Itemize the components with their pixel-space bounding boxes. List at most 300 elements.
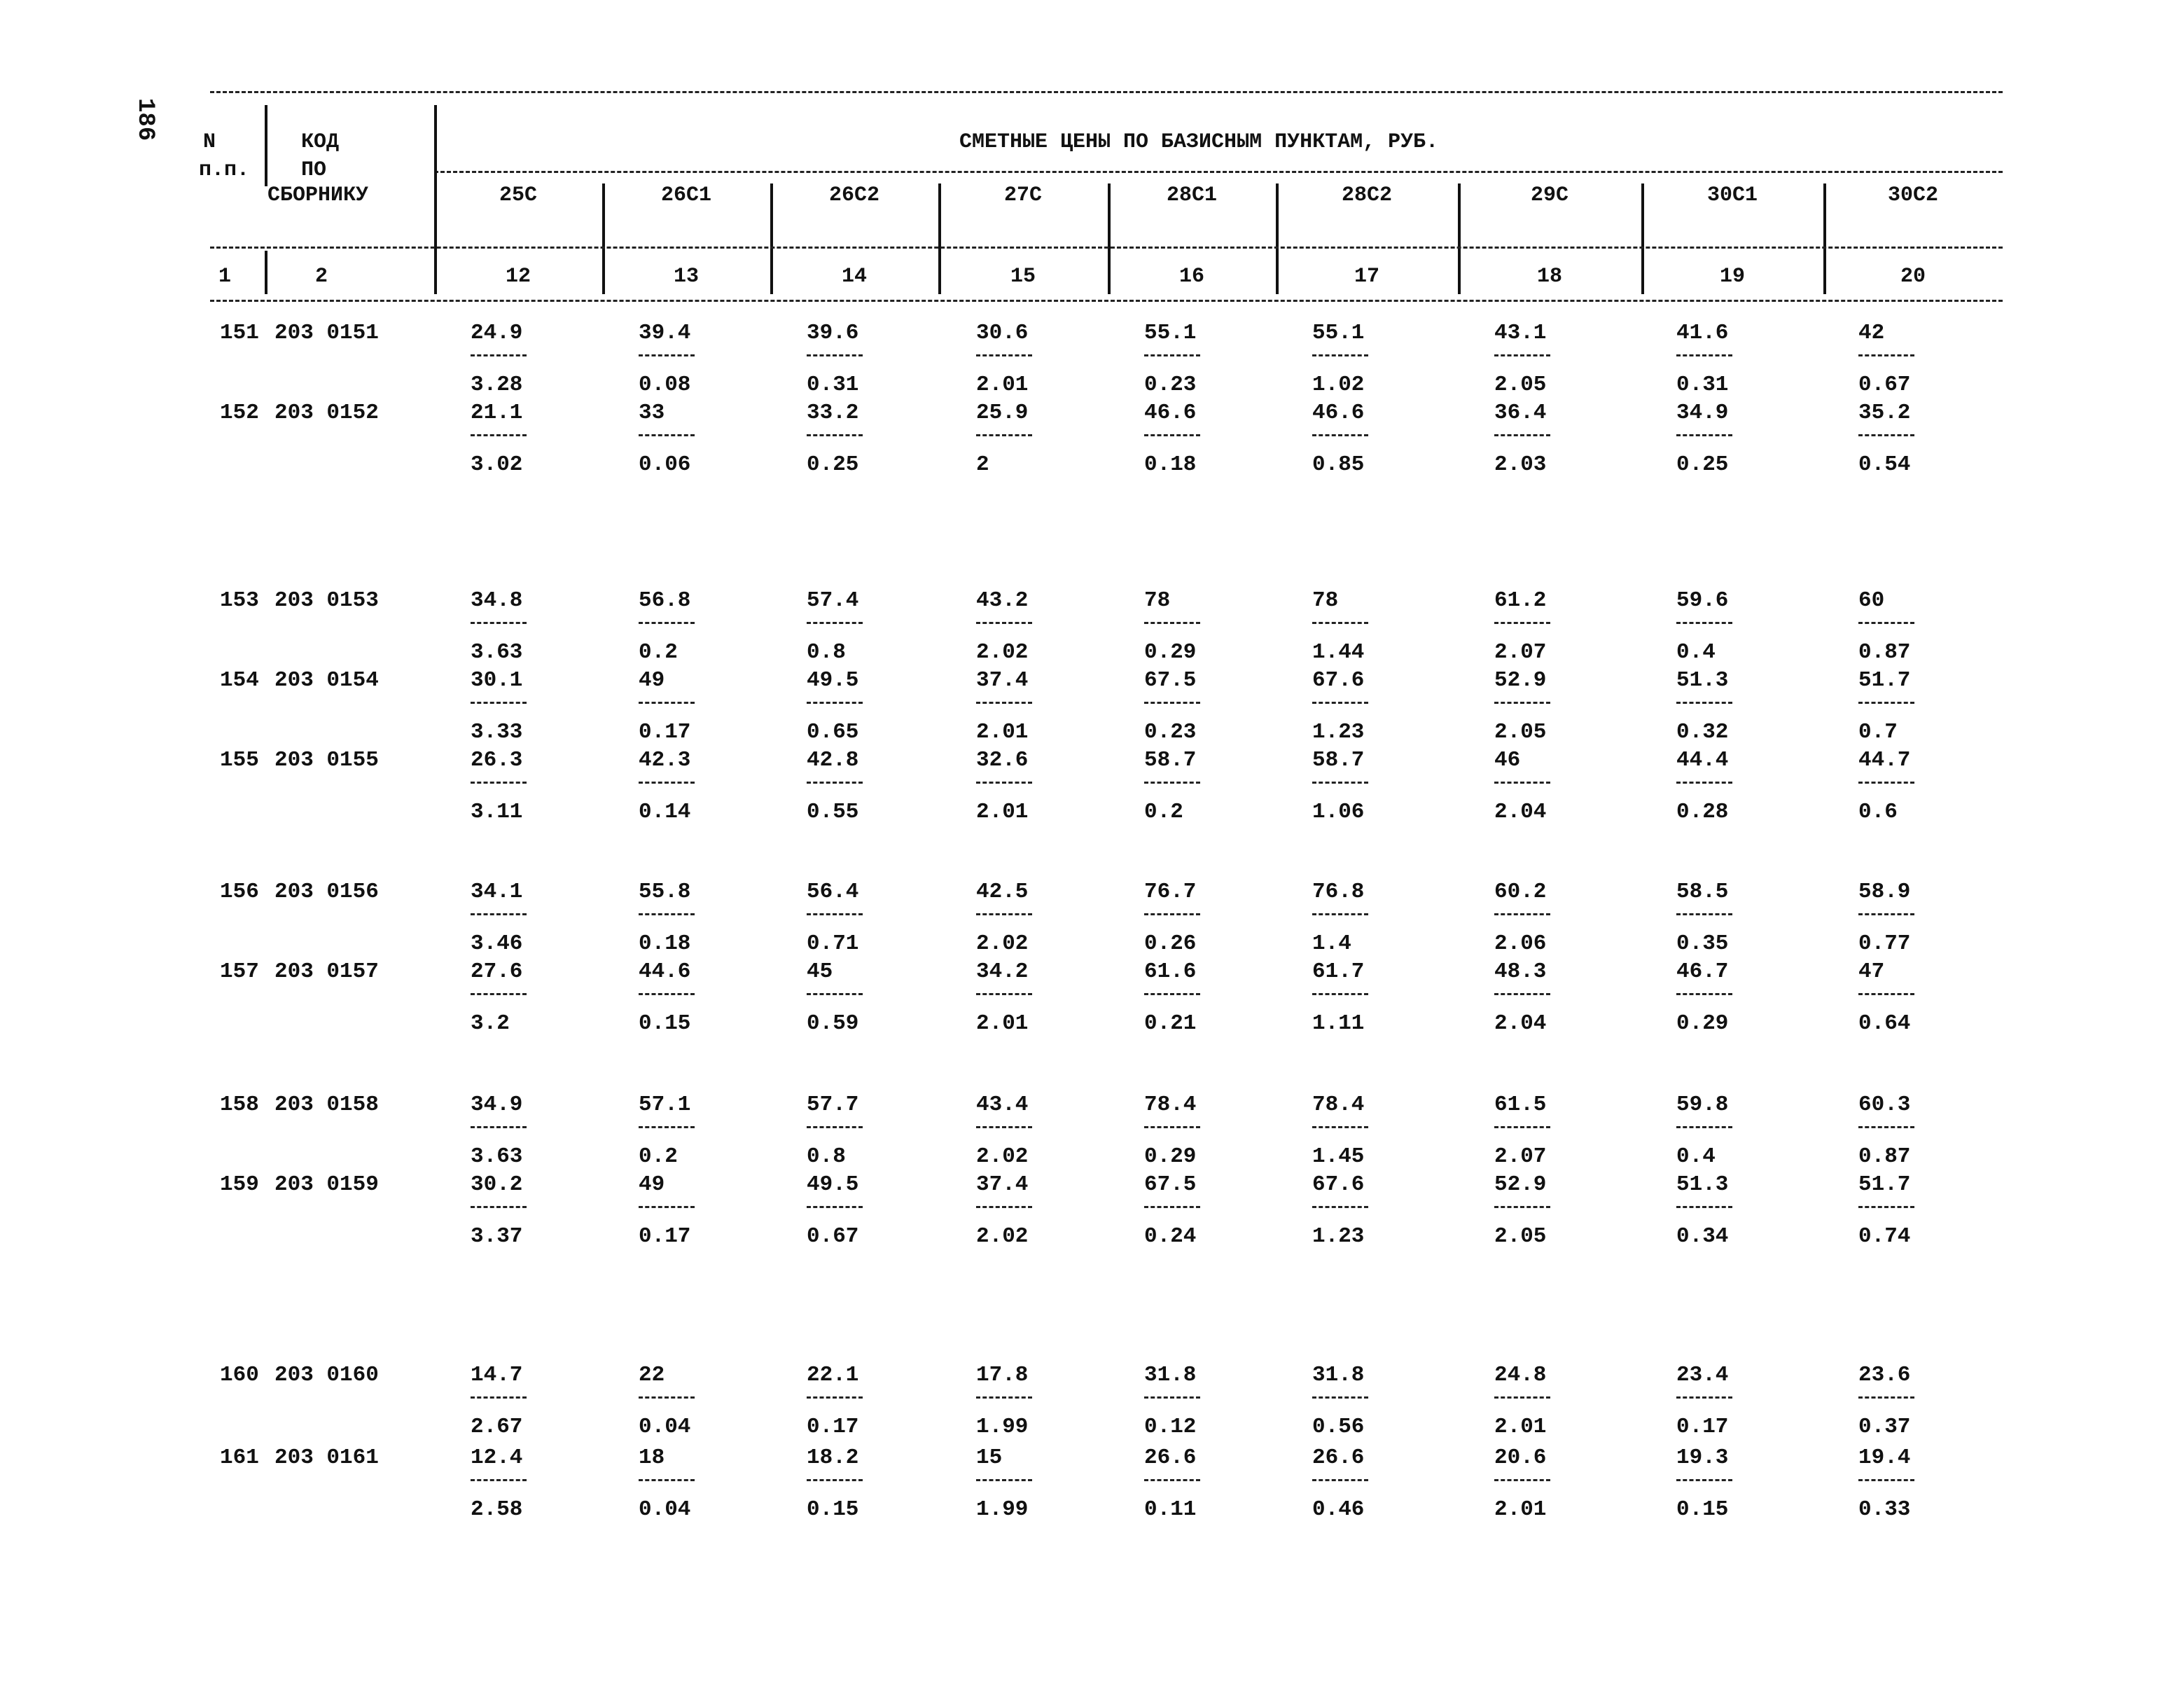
- fraction-bar-5: [1312, 1479, 1368, 1481]
- price-top-5: 61.7: [1312, 959, 1365, 984]
- price-top-2: 39.6: [807, 321, 859, 345]
- price-top-6: 61.2: [1494, 588, 1547, 613]
- price-top-6: 60.2: [1494, 880, 1547, 904]
- fraction-bar-0: [471, 1126, 527, 1128]
- price-bottom-5: 1.06: [1312, 800, 1365, 824]
- price-bottom-5: 1.11: [1312, 1011, 1365, 1036]
- col-header-8: 30С2: [1887, 183, 1938, 207]
- row-code: 203 0153: [274, 588, 379, 613]
- fraction-bar-1: [639, 1206, 695, 1208]
- fraction-bar-4: [1144, 993, 1200, 995]
- price-top-5: 58.7: [1312, 748, 1365, 772]
- price-top-7: 58.5: [1676, 880, 1729, 904]
- price-top-2: 18.2: [807, 1445, 859, 1470]
- price-top-3: 34.2: [976, 959, 1029, 984]
- fraction-bar-1: [639, 913, 695, 915]
- price-top-1: 55.8: [639, 880, 691, 904]
- col-divider-2: [770, 183, 773, 294]
- row-number: 160: [220, 1363, 259, 1387]
- fraction-bar-3: [976, 913, 1032, 915]
- row-code: 203 0161: [274, 1445, 379, 1470]
- price-top-0: 24.9: [471, 321, 523, 345]
- price-bottom-8: 0.87: [1858, 1144, 1911, 1169]
- divider-code-prices: [434, 105, 437, 294]
- price-top-7: 41.6: [1676, 321, 1729, 345]
- price-bottom-1: 0.04: [639, 1497, 691, 1522]
- fraction-bar-2: [807, 782, 863, 784]
- price-bottom-2: 0.31: [807, 373, 859, 397]
- price-top-2: 42.8: [807, 748, 859, 772]
- fraction-bar-4: [1144, 782, 1200, 784]
- fraction-bar-0: [471, 913, 527, 915]
- price-bottom-7: 0.31: [1676, 373, 1729, 397]
- price-top-6: 52.9: [1494, 1172, 1547, 1197]
- price-bottom-4: 0.29: [1144, 640, 1197, 665]
- price-top-0: 34.9: [471, 1093, 523, 1117]
- divider-n-code: [265, 105, 267, 186]
- price-top-6: 48.3: [1494, 959, 1547, 984]
- price-bottom-6: 2.07: [1494, 1144, 1547, 1169]
- price-top-8: 19.4: [1858, 1445, 1911, 1470]
- price-bottom-3: 2.01: [976, 720, 1029, 744]
- price-bottom-0: 3.63: [471, 1144, 523, 1169]
- fraction-bar-0: [471, 434, 527, 436]
- fraction-bar-1: [639, 1126, 695, 1128]
- price-bottom-3: 2.02: [976, 640, 1029, 665]
- price-top-3: 43.4: [976, 1093, 1029, 1117]
- price-top-1: 49: [639, 1172, 665, 1197]
- row-number: 156: [220, 880, 259, 904]
- price-bottom-4: 0.24: [1144, 1224, 1197, 1249]
- price-bottom-0: 3.28: [471, 373, 523, 397]
- price-top-8: 51.7: [1858, 668, 1911, 693]
- col-index-3: 15: [1010, 265, 1036, 289]
- fraction-bar-7: [1676, 1479, 1732, 1481]
- price-bottom-1: 0.17: [639, 1224, 691, 1249]
- price-bottom-1: 0.2: [639, 1144, 678, 1169]
- fraction-bar-6: [1494, 913, 1550, 915]
- price-top-8: 60: [1858, 588, 1885, 613]
- price-bottom-7: 0.25: [1676, 452, 1729, 477]
- price-top-0: 30.2: [471, 1172, 523, 1197]
- price-top-7: 51.3: [1676, 1172, 1729, 1197]
- price-bottom-7: 0.35: [1676, 931, 1729, 956]
- price-bottom-0: 3.2: [471, 1011, 510, 1036]
- price-bottom-2: 0.8: [807, 640, 846, 665]
- row-number: 151: [220, 321, 259, 345]
- price-top-5: 46.6: [1312, 401, 1365, 425]
- price-top-7: 59.8: [1676, 1093, 1729, 1117]
- fraction-bar-8: [1858, 1126, 1914, 1128]
- fraction-bar-8: [1858, 1396, 1914, 1399]
- price-top-2: 22.1: [807, 1363, 859, 1387]
- fraction-bar-3: [976, 1206, 1032, 1208]
- col-divider-7: [1641, 183, 1644, 294]
- fraction-bar-8: [1858, 993, 1914, 995]
- fraction-bar-4: [1144, 913, 1200, 915]
- index-rule: [210, 247, 2003, 249]
- col-divider-6: [1458, 183, 1461, 294]
- fraction-bar-1: [639, 1479, 695, 1481]
- price-top-2: 33.2: [807, 401, 859, 425]
- price-top-1: 56.8: [639, 588, 691, 613]
- price-top-0: 14.7: [471, 1363, 523, 1387]
- index-col-2: 2: [315, 265, 328, 289]
- fraction-bar-2: [807, 1126, 863, 1128]
- price-top-1: 22: [639, 1363, 665, 1387]
- fraction-bar-3: [976, 354, 1032, 356]
- col-index-2: 14: [841, 265, 867, 289]
- price-bottom-5: 1.02: [1312, 373, 1365, 397]
- col-divider-8: [1823, 183, 1826, 294]
- fraction-bar-3: [976, 993, 1032, 995]
- fraction-bar-4: [1144, 622, 1200, 624]
- price-top-5: 78: [1312, 588, 1339, 613]
- price-bottom-6: 2.01: [1494, 1415, 1547, 1439]
- header-code-line2: ПО: [301, 158, 327, 182]
- price-top-7: 23.4: [1676, 1363, 1729, 1387]
- price-bottom-5: 1.44: [1312, 640, 1365, 665]
- row-code: 203 0157: [274, 959, 379, 984]
- fraction-bar-6: [1494, 782, 1550, 784]
- price-bottom-2: 0.59: [807, 1011, 859, 1036]
- price-bottom-2: 0.17: [807, 1415, 859, 1439]
- price-bottom-3: 2.01: [976, 373, 1029, 397]
- price-top-5: 26.6: [1312, 1445, 1365, 1470]
- price-bottom-2: 0.25: [807, 452, 859, 477]
- fraction-bar-8: [1858, 354, 1914, 356]
- price-top-5: 67.6: [1312, 668, 1365, 693]
- col-divider-3: [938, 183, 941, 294]
- price-bottom-4: 0.2: [1144, 800, 1183, 824]
- price-top-2: 57.4: [807, 588, 859, 613]
- price-top-8: 44.7: [1858, 748, 1911, 772]
- price-bottom-8: 0.64: [1858, 1011, 1911, 1036]
- col-index-7: 19: [1719, 265, 1745, 289]
- price-top-1: 33: [639, 401, 665, 425]
- price-top-0: 12.4: [471, 1445, 523, 1470]
- fraction-bar-3: [976, 702, 1032, 704]
- price-top-6: 52.9: [1494, 668, 1547, 693]
- fraction-bar-4: [1144, 702, 1200, 704]
- price-top-2: 57.7: [807, 1093, 859, 1117]
- fraction-bar-4: [1144, 1396, 1200, 1399]
- price-top-8: 23.6: [1858, 1363, 1911, 1387]
- price-bottom-6: 2.01: [1494, 1497, 1547, 1522]
- price-bottom-6: 2.05: [1494, 720, 1547, 744]
- price-bottom-3: 2.01: [976, 800, 1029, 824]
- price-top-5: 67.6: [1312, 1172, 1365, 1197]
- price-bottom-7: 0.32: [1676, 720, 1729, 744]
- price-top-3: 32.6: [976, 748, 1029, 772]
- price-bottom-2: 0.67: [807, 1224, 859, 1249]
- price-bottom-5: 1.23: [1312, 1224, 1365, 1249]
- price-top-8: 58.9: [1858, 880, 1911, 904]
- fraction-bar-3: [976, 1479, 1032, 1481]
- price-top-7: 19.3: [1676, 1445, 1729, 1470]
- fraction-bar-0: [471, 1479, 527, 1481]
- fraction-bar-2: [807, 993, 863, 995]
- fraction-bar-5: [1312, 434, 1368, 436]
- price-bottom-2: 0.15: [807, 1497, 859, 1522]
- price-top-8: 47: [1858, 959, 1885, 984]
- price-bottom-7: 0.4: [1676, 1144, 1716, 1169]
- price-top-6: 43.1: [1494, 321, 1547, 345]
- row-number: 161: [220, 1445, 259, 1470]
- row-number: 154: [220, 668, 259, 693]
- price-bottom-3: 2.02: [976, 1144, 1029, 1169]
- price-bottom-1: 0.18: [639, 931, 691, 956]
- row-number: 155: [220, 748, 259, 772]
- row-number: 157: [220, 959, 259, 984]
- fraction-bar-4: [1144, 1479, 1200, 1481]
- fraction-bar-4: [1144, 354, 1200, 356]
- col-header-7: 30С1: [1706, 183, 1758, 207]
- price-top-4: 26.6: [1144, 1445, 1197, 1470]
- price-bottom-7: 0.29: [1676, 1011, 1729, 1036]
- fraction-bar-3: [976, 782, 1032, 784]
- price-bottom-8: 0.33: [1858, 1497, 1911, 1522]
- price-bottom-5: 0.46: [1312, 1497, 1365, 1522]
- fraction-bar-3: [976, 1126, 1032, 1128]
- price-bottom-6: 2.04: [1494, 1011, 1547, 1036]
- price-top-3: 17.8: [976, 1363, 1029, 1387]
- price-top-0: 34.8: [471, 588, 523, 613]
- row-code: 203 0156: [274, 880, 379, 904]
- price-top-7: 44.4: [1676, 748, 1729, 772]
- price-top-8: 60.3: [1858, 1093, 1911, 1117]
- fraction-bar-3: [976, 622, 1032, 624]
- price-top-0: 30.1: [471, 668, 523, 693]
- fraction-bar-7: [1676, 993, 1732, 995]
- price-bottom-8: 0.67: [1858, 373, 1911, 397]
- price-top-4: 67.5: [1144, 1172, 1197, 1197]
- fraction-bar-8: [1858, 782, 1914, 784]
- price-top-5: 78.4: [1312, 1093, 1365, 1117]
- price-bottom-6: 2.06: [1494, 931, 1547, 956]
- price-top-7: 34.9: [1676, 401, 1729, 425]
- price-bottom-3: 1.99: [976, 1415, 1029, 1439]
- fraction-bar-7: [1676, 434, 1732, 436]
- price-top-3: 30.6: [976, 321, 1029, 345]
- divider-index-1: [265, 251, 267, 294]
- fraction-bar-2: [807, 1396, 863, 1399]
- header-n: N: [203, 130, 216, 154]
- price-top-1: 57.1: [639, 1093, 691, 1117]
- col-index-4: 16: [1178, 265, 1204, 289]
- col-divider-1: [602, 183, 605, 294]
- price-bottom-8: 0.77: [1858, 931, 1911, 956]
- price-bottom-0: 3.02: [471, 452, 523, 477]
- price-top-6: 61.5: [1494, 1093, 1547, 1117]
- price-bottom-2: 0.65: [807, 720, 859, 744]
- fraction-bar-7: [1676, 1126, 1732, 1128]
- price-top-1: 49: [639, 668, 665, 693]
- price-top-2: 49.5: [807, 1172, 859, 1197]
- price-top-6: 24.8: [1494, 1363, 1547, 1387]
- fraction-bar-1: [639, 622, 695, 624]
- price-top-0: 21.1: [471, 401, 523, 425]
- fraction-bar-1: [639, 354, 695, 356]
- price-bottom-7: 0.4: [1676, 640, 1716, 665]
- row-number: 159: [220, 1172, 259, 1197]
- header-title: СМЕТНЫЕ ЦЕНЫ ПО БАЗИСНЫМ ПУНКТАМ, РУБ.: [959, 130, 1439, 154]
- fraction-bar-7: [1676, 1206, 1732, 1208]
- price-bottom-3: 2.02: [976, 1224, 1029, 1249]
- fraction-bar-6: [1494, 622, 1550, 624]
- fraction-bar-8: [1858, 1206, 1914, 1208]
- price-top-8: 42: [1858, 321, 1885, 345]
- price-bottom-5: 0.85: [1312, 452, 1365, 477]
- price-bottom-1: 0.08: [639, 373, 691, 397]
- title-rule: [434, 171, 2003, 173]
- price-bottom-7: 0.34: [1676, 1224, 1729, 1249]
- row-code: 203 0152: [274, 401, 379, 425]
- price-bottom-4: 0.18: [1144, 452, 1197, 477]
- price-top-3: 15: [976, 1445, 1003, 1470]
- col-index-0: 12: [505, 265, 531, 289]
- col-index-5: 17: [1354, 265, 1379, 289]
- price-top-7: 51.3: [1676, 668, 1729, 693]
- price-top-2: 45: [807, 959, 833, 984]
- col-header-0: 25С: [499, 183, 537, 207]
- fraction-bar-8: [1858, 913, 1914, 915]
- col-index-6: 18: [1536, 265, 1562, 289]
- price-bottom-0: 3.63: [471, 640, 523, 665]
- fraction-bar-2: [807, 913, 863, 915]
- fraction-bar-7: [1676, 913, 1732, 915]
- price-top-5: 31.8: [1312, 1363, 1365, 1387]
- fraction-bar-6: [1494, 1206, 1550, 1208]
- price-top-6: 46: [1494, 748, 1521, 772]
- fraction-bar-8: [1858, 702, 1914, 704]
- fraction-bar-4: [1144, 434, 1200, 436]
- price-bottom-3: 2: [976, 452, 989, 477]
- fraction-bar-2: [807, 702, 863, 704]
- price-bottom-4: 0.29: [1144, 1144, 1197, 1169]
- price-bottom-0: 3.46: [471, 931, 523, 956]
- fraction-bar-8: [1858, 1479, 1914, 1481]
- price-bottom-4: 0.26: [1144, 931, 1197, 956]
- price-bottom-5: 0.56: [1312, 1415, 1365, 1439]
- fraction-bar-2: [807, 622, 863, 624]
- fraction-bar-6: [1494, 993, 1550, 995]
- price-top-4: 67.5: [1144, 668, 1197, 693]
- fraction-bar-1: [639, 782, 695, 784]
- fraction-bar-6: [1494, 354, 1550, 356]
- price-top-3: 37.4: [976, 668, 1029, 693]
- fraction-bar-5: [1312, 1396, 1368, 1399]
- fraction-bar-5: [1312, 913, 1368, 915]
- col-header-2: 26С2: [828, 183, 879, 207]
- price-bottom-8: 0.74: [1858, 1224, 1911, 1249]
- price-top-4: 31.8: [1144, 1363, 1197, 1387]
- fraction-bar-2: [807, 1206, 863, 1208]
- fraction-bar-7: [1676, 1396, 1732, 1399]
- price-top-4: 58.7: [1144, 748, 1197, 772]
- price-bottom-0: 2.67: [471, 1415, 523, 1439]
- price-bottom-5: 1.4: [1312, 931, 1351, 956]
- row-code: 203 0160: [274, 1363, 379, 1387]
- col-header-6: 29С: [1530, 183, 1569, 207]
- fraction-bar-2: [807, 434, 863, 436]
- price-bottom-4: 0.11: [1144, 1497, 1197, 1522]
- price-top-8: 51.7: [1858, 1172, 1911, 1197]
- price-bottom-3: 2.01: [976, 1011, 1029, 1036]
- fraction-bar-0: [471, 993, 527, 995]
- price-bottom-2: 0.8: [807, 1144, 846, 1169]
- fraction-bar-6: [1494, 702, 1550, 704]
- price-top-3: 43.2: [976, 588, 1029, 613]
- fraction-bar-0: [471, 1396, 527, 1399]
- header-bottom-rule: [210, 300, 2003, 302]
- price-bottom-7: 0.15: [1676, 1497, 1729, 1522]
- col-divider-5: [1276, 183, 1279, 294]
- price-top-4: 78: [1144, 588, 1171, 613]
- price-bottom-6: 2.07: [1494, 640, 1547, 665]
- price-bottom-1: 0.14: [639, 800, 691, 824]
- col-index-8: 20: [1900, 265, 1926, 289]
- price-top-4: 61.6: [1144, 959, 1197, 984]
- price-top-5: 76.8: [1312, 880, 1365, 904]
- price-bottom-5: 1.23: [1312, 720, 1365, 744]
- fraction-bar-1: [639, 702, 695, 704]
- fraction-bar-5: [1312, 993, 1368, 995]
- price-top-4: 55.1: [1144, 321, 1197, 345]
- price-top-2: 49.5: [807, 668, 859, 693]
- price-top-2: 56.4: [807, 880, 859, 904]
- price-top-1: 42.3: [639, 748, 691, 772]
- price-bottom-2: 0.55: [807, 800, 859, 824]
- fraction-bar-8: [1858, 434, 1914, 436]
- fraction-bar-7: [1676, 354, 1732, 356]
- price-top-7: 46.7: [1676, 959, 1729, 984]
- fraction-bar-0: [471, 702, 527, 704]
- price-top-4: 78.4: [1144, 1093, 1197, 1117]
- price-bottom-2: 0.71: [807, 931, 859, 956]
- fraction-bar-0: [471, 354, 527, 356]
- fraction-bar-6: [1494, 1479, 1550, 1481]
- price-bottom-6: 2.05: [1494, 373, 1547, 397]
- price-top-7: 59.6: [1676, 588, 1729, 613]
- fraction-bar-5: [1312, 782, 1368, 784]
- fraction-bar-7: [1676, 702, 1732, 704]
- header-pp: п.п.: [199, 158, 250, 182]
- price-bottom-6: 2.05: [1494, 1224, 1547, 1249]
- header-code-line3: СБОРНИКУ: [267, 183, 369, 207]
- row-code: 203 0154: [274, 668, 379, 693]
- fraction-bar-5: [1312, 1126, 1368, 1128]
- price-top-3: 25.9: [976, 401, 1029, 425]
- price-top-3: 37.4: [976, 1172, 1029, 1197]
- price-bottom-4: 0.12: [1144, 1415, 1197, 1439]
- price-bottom-8: 0.7: [1858, 720, 1898, 744]
- price-top-6: 36.4: [1494, 401, 1547, 425]
- row-code: 203 0159: [274, 1172, 379, 1197]
- price-top-0: 27.6: [471, 959, 523, 984]
- col-header-1: 26С1: [660, 183, 711, 207]
- fraction-bar-0: [471, 622, 527, 624]
- price-bottom-8: 0.37: [1858, 1415, 1911, 1439]
- row-number: 153: [220, 588, 259, 613]
- row-number: 158: [220, 1093, 259, 1117]
- fraction-bar-5: [1312, 622, 1368, 624]
- col-header-4: 28С1: [1166, 183, 1217, 207]
- fraction-bar-2: [807, 1479, 863, 1481]
- price-bottom-1: 0.17: [639, 720, 691, 744]
- fraction-bar-8: [1858, 622, 1914, 624]
- fraction-bar-5: [1312, 354, 1368, 356]
